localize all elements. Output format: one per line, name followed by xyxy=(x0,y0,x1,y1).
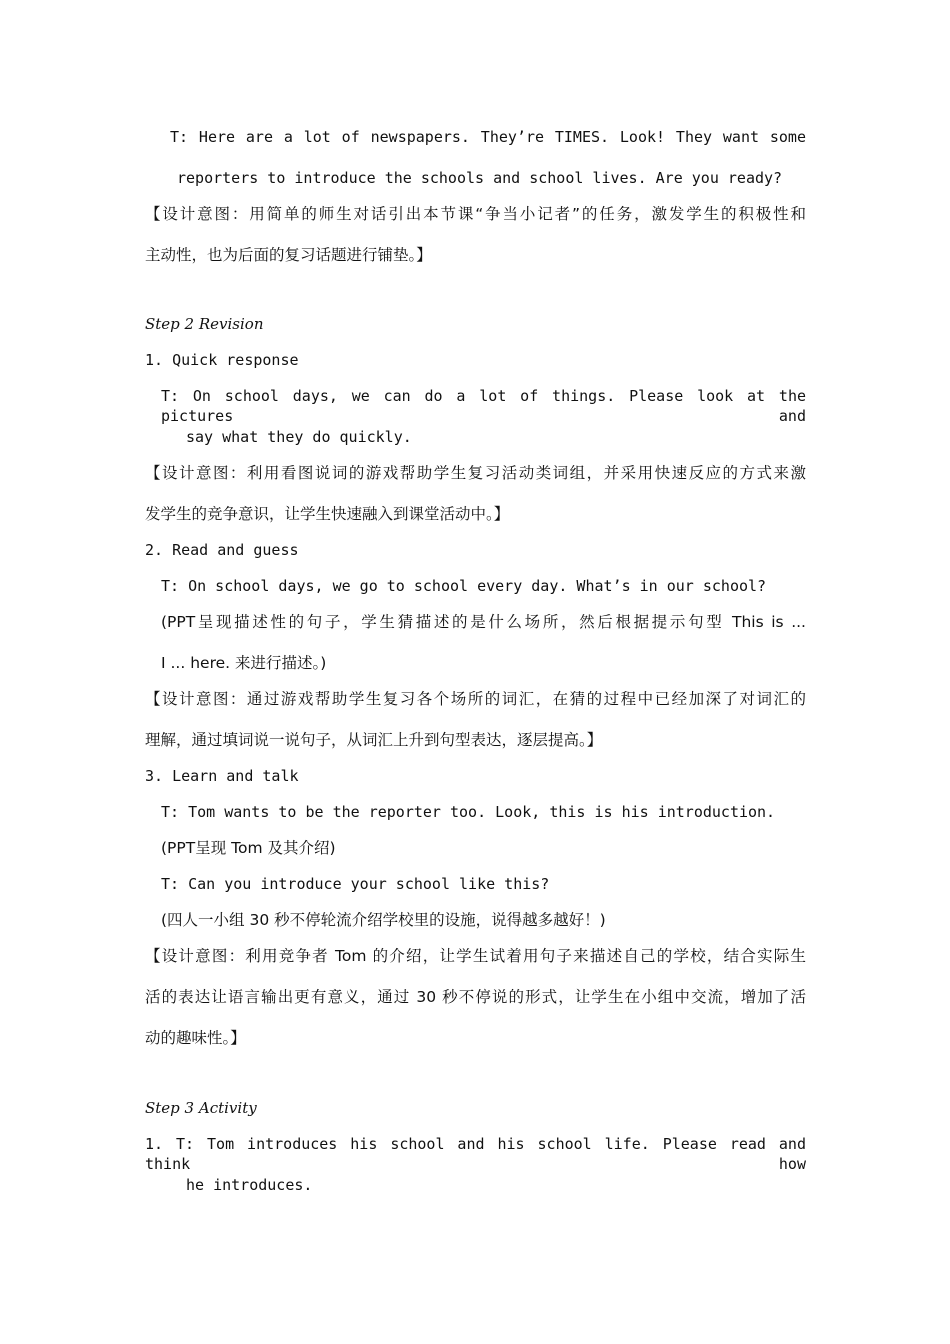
read-and-guess-title: 2. Read and guess xyxy=(145,541,299,559)
step-2-heading: Step 2 Revision xyxy=(145,315,264,333)
intro-teacher-line-2: reporters to introduce the schools and school lives. Are you ready? xyxy=(177,169,783,187)
read-and-guess-procedure-line-2: I ... here. 来进行描述。) xyxy=(161,654,327,672)
quick-response-teacher-line-1: T: On school days, we can do a lot of things. Please look at the pictures and xyxy=(161,387,806,425)
quick-response-design-note-line-2: 发学生的竞争意识，让学生快速融入到课堂活动中。】 xyxy=(145,505,510,523)
read-and-guess-procedure-line-1: (PPT呈现描述性的句子，学生猜描述的是什么场所，然后根据提示句型 This is ... xyxy=(161,613,806,631)
read-and-guess-teacher-line: T: On school days, we go to school every day. What’s in our school? xyxy=(161,577,767,595)
intro-design-note-line-2: 主动性，也为后面的复习话题进行铺垫。】 xyxy=(145,246,432,264)
learn-and-talk-design-note-line-2: 活的表达让语言输出更有意义，通过 30 秒不停说的形式，让学生在小组中交流，增加了活 xyxy=(145,988,806,1006)
step-3-heading: Step 3 Activity xyxy=(145,1099,257,1117)
activity-teacher-line-2: he introduces. xyxy=(186,1176,313,1194)
learn-and-talk-procedure-line-1: (PPT呈现 Tom 及其介绍) xyxy=(161,839,336,857)
learn-and-talk-teacher-line-1: T: Tom wants to be the reporter too. Look, this is his introduction. xyxy=(161,803,776,821)
intro-teacher-line-1: T: Here are a lot of newspapers. They’re TIMES. Look! They want some xyxy=(170,128,806,146)
quick-response-title: 1. Quick response xyxy=(145,351,299,369)
learn-and-talk-teacher-line-2: T: Can you introduce your school like this? xyxy=(161,875,550,893)
intro-design-note-line-1: 【设计意图：用简单的师生对话引出本节课“争当小记者”的任务，激发学生的积极性和 xyxy=(145,205,806,223)
read-and-guess-design-note-line-1: 【设计意图：通过游戏帮助学生复习各个场所的词汇，在猜的过程中已经加深了对词汇的 xyxy=(145,690,806,708)
learn-and-talk-title: 3. Learn and talk xyxy=(145,767,299,785)
quick-response-teacher-line-2: say what they do quickly. xyxy=(186,428,412,446)
quick-response-design-note-line-1: 【设计意图：利用看图说词的游戏帮助学生复习活动类词组，并采用快速反应的方式来激 xyxy=(145,464,806,482)
learn-and-talk-design-note-line-3: 动的趣味性。】 xyxy=(145,1029,246,1047)
learn-and-talk-design-note-line-1: 【设计意图：利用竞争者 Tom 的介绍，让学生试着用句子来描述自己的学校，结合实际生 xyxy=(145,947,806,965)
read-and-guess-design-note-line-2: 理解，通过填词说一说句子，从词汇上升到句型表达，逐层提高。】 xyxy=(145,731,603,749)
activity-teacher-line-1: 1. T: Tom introduces his school and his school life. Please read and think how xyxy=(145,1135,806,1173)
learn-and-talk-procedure-line-2: (四人一小组 30 秒不停轮流介绍学校里的设施，说得越多越好！) xyxy=(161,911,606,929)
